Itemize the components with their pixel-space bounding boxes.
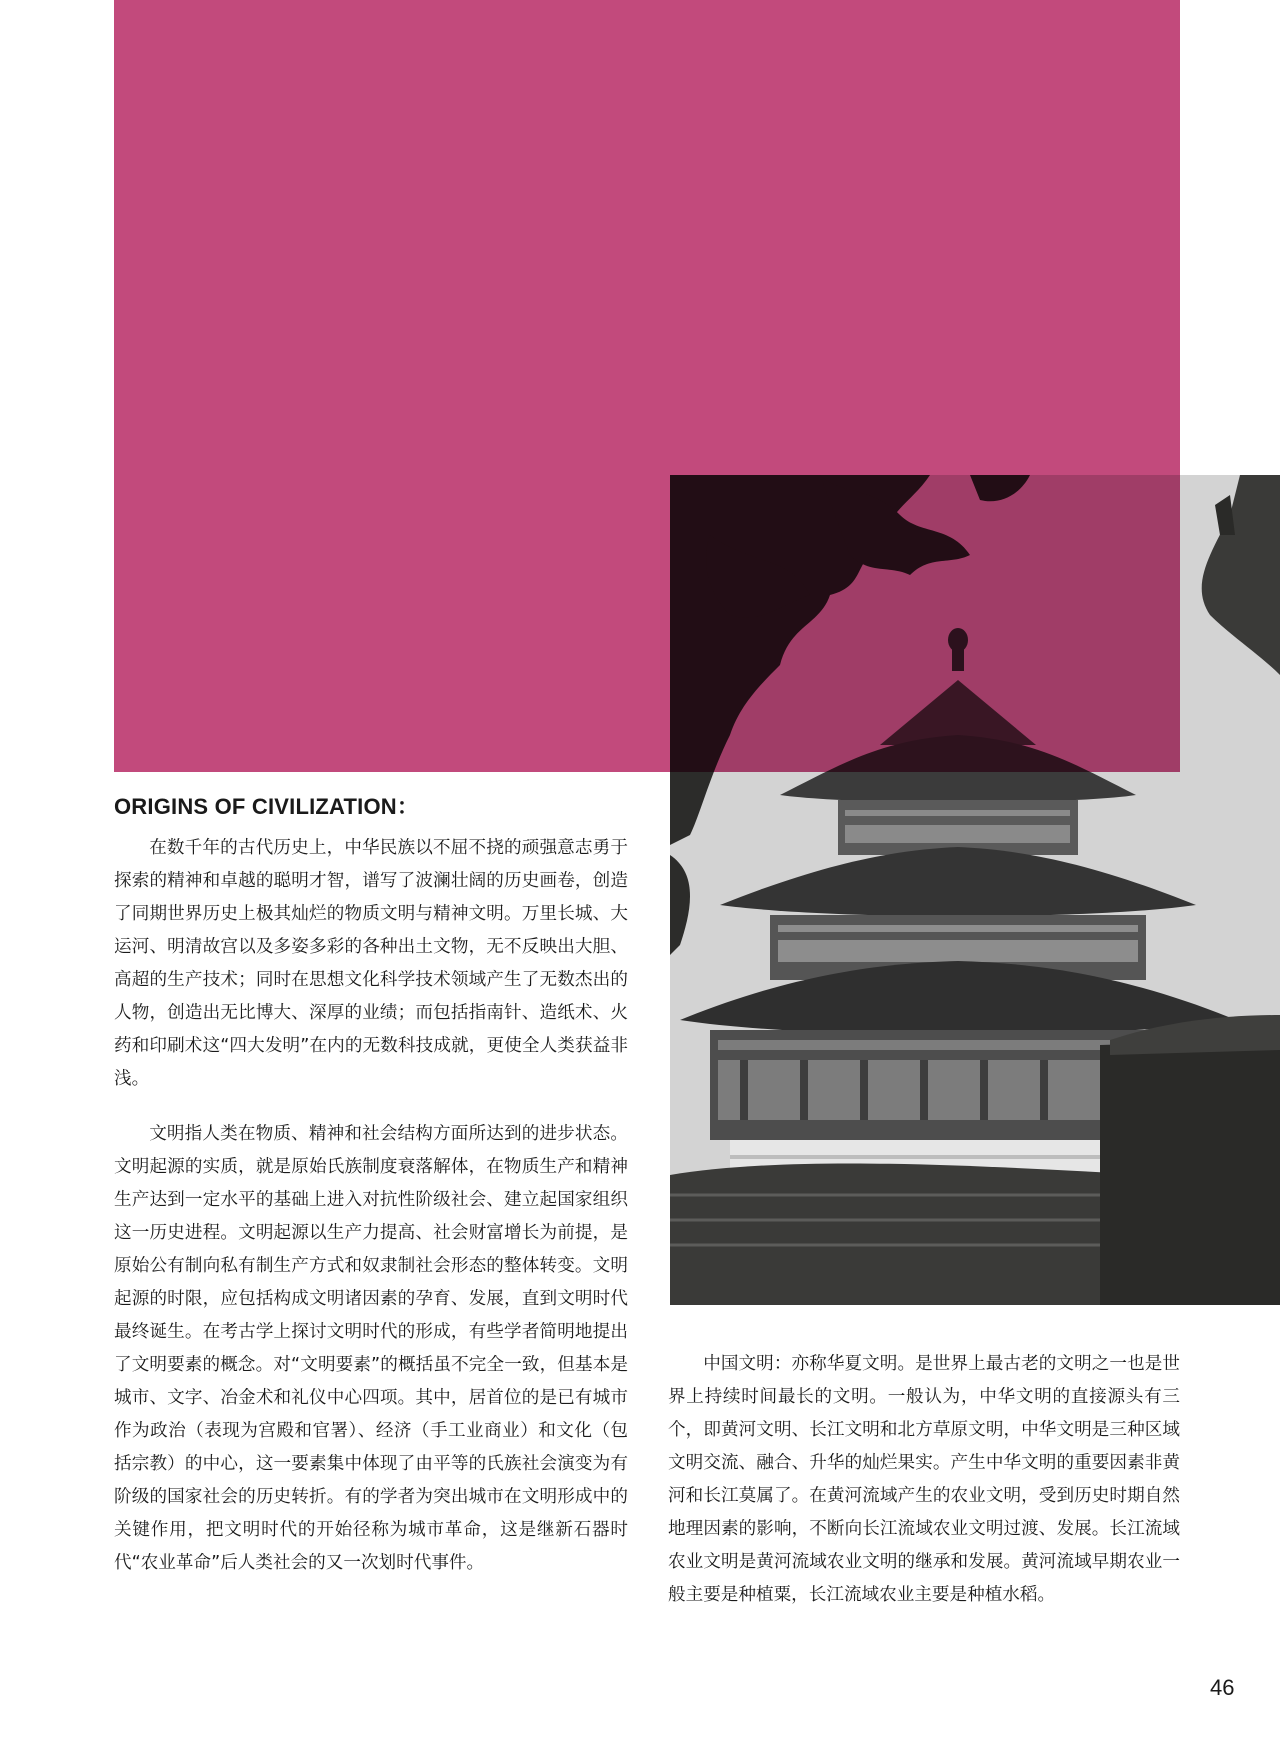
left-text-column (114, 832, 628, 1602)
body-paragraph: 文明指人类在物质、精神和社会结构方面所达到的进步状态。文明起源的实质，就是原始氏族制度衰落解体，在物质生产和精神生产达到一定水平的基础上进入对抗性阶级社会、建立起国家组织这一历史进程。文明起源以生产力提高、社会财富增长为前提，是原始公有制向私有制生产方式和奴隶制社会形态的整体转变。文明起源的时限，应包括构成文明诸因素的孕育、发展，直到文明时代最终诞生。在考古学上探讨文明时代的形成，有些学者简明地提出了文明要素的概念。对“文明要素”的概括虽不完全一致，但基本是城市、文字、冶金术和礼仪中心四项。其中，居首位的是已有城市作为政治（表现为宫殿和官署）、经济（手工业商业）和文化（包括宗教）的中心，这一要素集中体现了由平等的氏族社会演变为有阶级的国家社会的历史转折。有的学者为突出城市在文明形成中的关键作用，把文明时代的开始径称为城市革命，这是继新石器时代“农业革命”后人类社会的又一次划时代事件。 (114, 1124, 628, 1573)
section-heading: ORIGINS OF CIVILIZATION： (114, 794, 420, 819)
right-text-column (668, 1348, 1180, 1634)
photo-pink-tint (670, 475, 1180, 772)
body-paragraph: 在数千年的古代历史上，中华民族以不屈不挠的顽强意志勇于探索的精神和卓越的聪明才智，谱写了波澜壮阔的历史画卷，创造了同期世界历史上极其灿烂的物质文明与精神文明。万里长城、大运河、明清故宫以及多姿多彩的各种出土文物，无不反映出大胆、高超的生产技术；同时在思想文化科学技术领域产生了无数杰出的人物，创造出无比博大、深厚的业绩；而包括指南针、造纸术、火药和印刷术这“四大发明”在内的无数科技成就，更使全人类获益非浅。 (114, 838, 628, 1089)
body-paragraph: 中国文明：亦称华夏文明。是世界上最古老的文明之一也是世界上持续时间最长的文明。一般认为，中华文明的直接源头有三个，即黄河文明、长江文明和北方草原文明，中华文明是三种区域文明交流、融合、升华的灿烂果实。产生中华文明的重要因素非黄河和长江莫属了。在黄河流域产生的农业文明，受到历史时期自然地理因素的影响，不断向长江流域农业文明过渡、发展。长江流域农业文明是黄河流域农业文明的继承和发展。黄河流域早期农业一般主要是种植粟，长江流域农业主要是种植水稻。 (668, 1354, 1180, 1605)
page-number: 46 (1210, 1675, 1235, 1700)
